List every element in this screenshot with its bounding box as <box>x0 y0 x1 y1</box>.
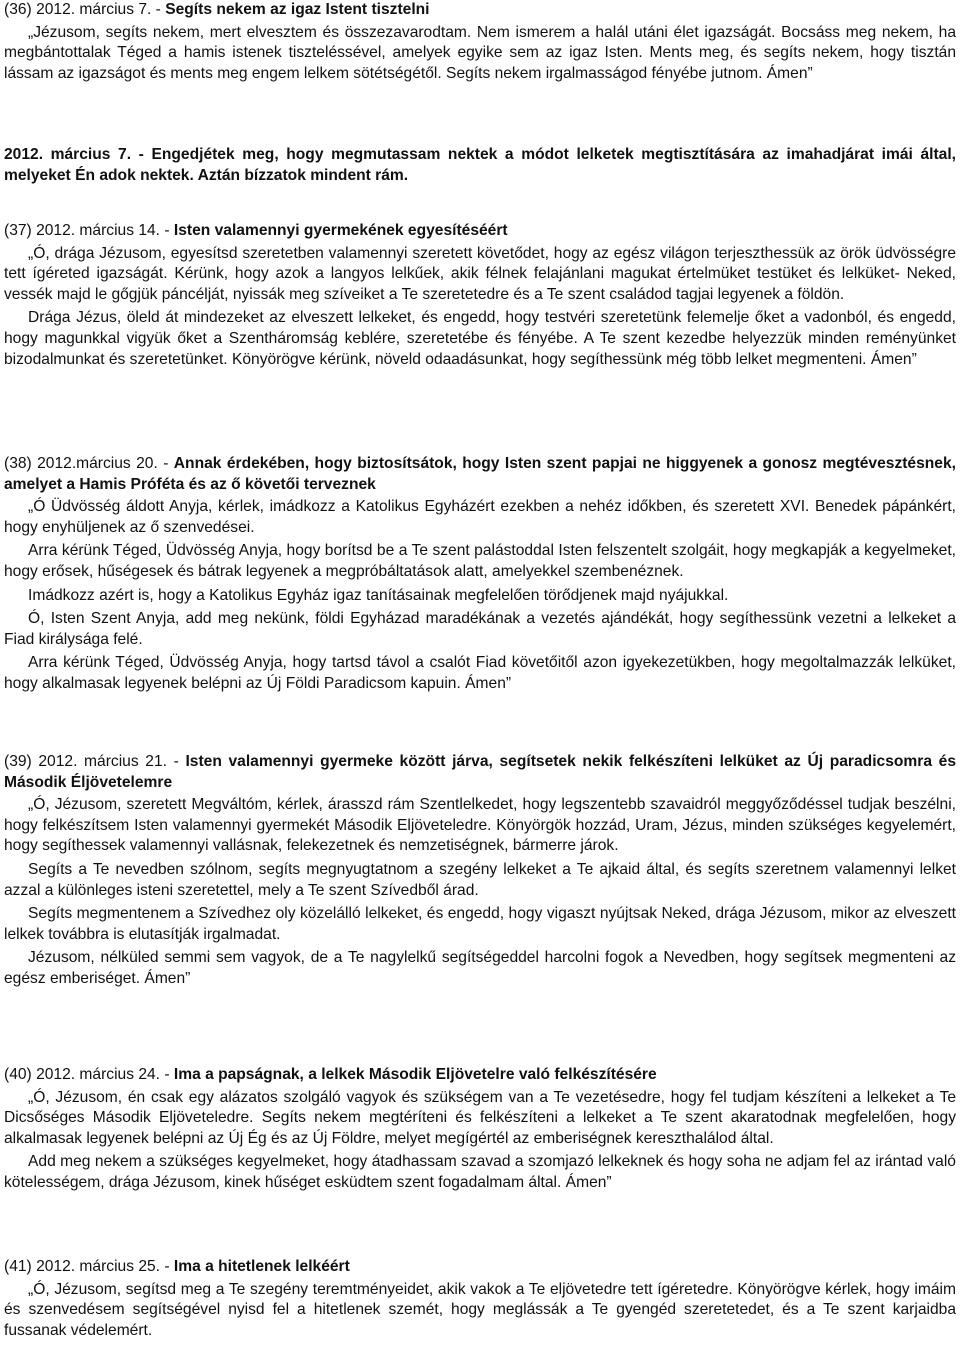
prayer-heading <box>4 454 956 495</box>
heading-prefix: (40) 2012. március 24. - <box>4 1066 174 1083</box>
prayer-heading <box>4 221 956 242</box>
message-note <box>4 145 956 186</box>
heading-title: Segíts nekem az igaz Istent tisztelni <box>165 1 430 18</box>
prayer-section-36 <box>4 0 956 84</box>
heading-title: Annak érdekében, hogy biztosítsátok, hogy Isten szent papjai ne higgyenek a gonosz megtévesztésnek, amelyet a Hamis Próféta és az ő követői terveznek <box>4 455 956 493</box>
prayer-heading <box>4 0 956 21</box>
prayer-paragraph: Segíts megmentenem a Szívedhez oly közelálló lelkeket, és engedd, hogy vigaszt nyújtsak Neked, drága Jézusom, mikor az elveszett lelkek továbbra is elutasítják irgalmadat. <box>4 905 956 943</box>
heading-prefix: (38) 2012.március 20. - <box>4 455 174 472</box>
prayer-paragraph: Jézusom, nélküled semmi sem vagyok, de a Te nagylelkű segítségeddel harcolni fogok a Nevedben, hogy segítsek megmenteni az egész emberiséget. Ámen” <box>4 949 956 987</box>
prayer-paragraph: „Jézusom, segíts nekem, mert elvesztem és összezavarodtam. Nem ismerem a halál utáni élet igazságát. Bocsáss meg nekem, ha megbántottalak Téged a hamis istenek tiszteléssével, amelyek egyike sem az igaz Isten. Ments meg, és segíts nekem, hogy tisztán lássam az igazságot és ments meg engem lelkem sötétségétől. Segíts nekem irgalmasságod fényébe jutnom. Ámen” <box>4 23 956 82</box>
heading-title: Isten valamennyi gyermeke között járva, segítsetek nekik felkészíteni lelküket az Új paradicsomra és Második Éljövetelemre <box>4 753 956 791</box>
prayer-paragraph: „Ó, drága Jézusom, egyesítsd szeretetben valamennyi szeretett követődet, hogy az egész világon terjeszthessük az örök üdvösségre tett ígéreted igazságát. Kérünk, hogy azok a langyos lelkűek, akik félnek felajánlani magukat értelmüket testüket és lelküket- Neked, vessék majd le gőgjük páncélját, nyissák meg szíveiket a Te szeretetedre és a Te szent családod tagjai legyenek a földön. <box>4 244 956 303</box>
prayer-heading <box>4 752 956 793</box>
prayer-heading <box>4 1065 956 1086</box>
prayer-paragraph: Ó, Isten Szent Anyja, add meg nekünk, földi Egyházad maradékának a vezetés ajándékát, hogy segíthessünk vezetni a lelkeket a Fiad királysága felé. <box>4 610 956 648</box>
prayer-paragraph: Arra kérünk Téged, Üdvösség Anyja, hogy tartsd távol a csalót Fiad követőitől azon igyekezetükben, hogy megoltalmazzák lelküket, hogy alkalmasak legyenek belépni az Új Földi Paradicsom kapuin. Ámen” <box>4 654 956 692</box>
prayer-paragraph: Add meg nekem a szükséges kegyelmeket, hogy átadhassam szavad a szomjazó lelkeknek és hogy soha ne adjam fel az irántad való kötelességem, drága Jézusom, kinek hűséget esküdtem szent fogadalmam által. Ámen” <box>4 1153 956 1191</box>
prayer-paragraph: „Ó, Jézusom, én csak egy alázatos szolgáló vagyok és szükségem van a Te vezetésedre, hogy fel tudjam készíteni a lelkeket a Te Dicsőséges Második Eljövetel​edre. Segíts nekem megtéríteni és felkészíteni a lelkeket a Te szent akaratodnak megfelelően, hogy alkalmasak legyenek belépni az Új Ég és az Új Földre, melyet megígértél az emberiségnek kereszthalálod által. <box>4 1088 956 1147</box>
prayer-paragraph: „Ó, Jézusom, segítsd meg a Te szegény teremtményeidet, akik vakok a Te eljövetedre tett ígéretedre. Könyörögve kérlek, hogy imáim és szenvedésem segítségével nyisd fel a hitetlenek szemét, hogy meglássák a Te gyengéd szeretetedet, és a Te szent karjaidba fussanak védelemért. <box>4 1280 956 1339</box>
prayer-paragraph: „Ó, Jézusom, szeretett Megváltóm, kérlek, árasszd rám Szentlelkedet, hogy legszentebb szavaidról meggyőződéssel tudjak beszélni, hogy felkészítsem Isten valamennyi gyermekét Második Eljövetel​edre. Könyörgök hozzád, Uram, Jézus, minden szükséges kegyelemért, hogy segíthessek valamennyi vallásnak, felekezetnek és nemzetiségnek, bármerre járok. <box>4 796 956 855</box>
prayer-section-41 <box>4 1257 956 1341</box>
prayer-paragraph: Segíts a Te nevedben szólnom, segíts megnyugtatnom a szegény lelkeket a Te ajkaid által, és segíts szeretnem valamennyi lelket azzal a különleges isteni szeretettel, mely a Te szent Szívedből árad. <box>4 860 956 899</box>
prayer-heading <box>4 1257 956 1278</box>
heading-prefix: (39) 2012. március 21. - <box>4 753 186 770</box>
heading-title: Ima a hitetlenek lelkéért <box>173 1258 350 1275</box>
prayer-section-40 <box>4 1065 956 1194</box>
heading-prefix: (36) 2012. március 7. - <box>4 1 166 18</box>
heading-title: Ima a papságnak, a lelkek Második Eljövetelre való felkészítésére <box>173 1066 657 1083</box>
heading-prefix: (37) 2012. március 14. - <box>4 222 174 239</box>
prayer-paragraph: Arra kérünk Téged, Üdvösség Anyja, hogy borítsd be a Te szent palástoddal Isten felszentelt szolgáit, hogy megkapják a kegyelmeket, hogy erősek, hűségesek és bátrak legyenek a megpróbáltatások alatt, amelyekkel szembenéznek. <box>4 542 956 580</box>
heading-title: Isten valamennyi gyermekének egyesítéséért <box>173 222 508 239</box>
prayer-paragraph: Drága Jézus, öleld át mindezeket az elveszett lelkeket, és engedd, hogy testvéri szeretetünk felemelje őket a vadonból, és engedd, hogy magunkkal vigyük őket a Szentháromság keblére, szeretetébe és fényébe. A Te szent kezedbe helyezzük minden reményünket bizodalmunkat és szeretetünket. Könyörögve kérünk, növeld odaadásunkat, hogy segíthessünk még több lelket megmenteni. Ámen” <box>4 309 956 368</box>
prayer-paragraph: „Ó Üdvösség áldott Anyja, kérlek, imádkozz a Katolikus Egyházért ezekben a nehéz időkben, és szeretett XVI. Benedek pápánkért, hogy enyhüljenek az ő szenvedései. <box>4 498 956 536</box>
heading-prefix: (41) 2012. március 25. - <box>4 1258 174 1275</box>
prayer-section-38 <box>4 454 956 695</box>
prayer-paragraph: Imádkozz azért is, hogy a Katolikus Egyház igaz tanításainak megfelelően törődjenek majd nyájukkal. <box>28 586 729 604</box>
prayer-section-37 <box>4 221 956 370</box>
prayer-section-39 <box>4 752 956 990</box>
message-note-text: 2012. március 7. - Engedjétek meg, hogy megmutassam nektek a módot lelketek megtisztítására az imahadjárat imái által, melyeket Én adok nektek. Aztán bízzatok mindent rám. <box>4 146 956 184</box>
